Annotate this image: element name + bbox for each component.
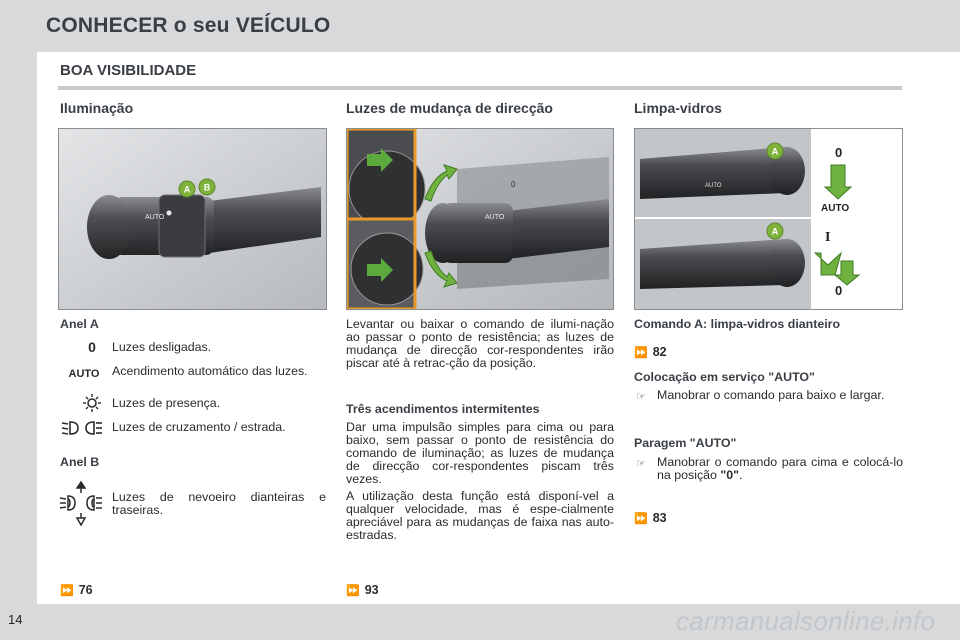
double-chevron-right-icon: ⏩ — [634, 347, 648, 359]
auto-lights-icon: AUTO — [68, 368, 100, 380]
page-number: 14 — [8, 612, 23, 627]
stalk-zero-text: 0 — [511, 180, 516, 189]
ring-a-item-sidelights: Luzes de presença. — [112, 396, 221, 410]
position-one: I — [825, 230, 831, 245]
auto-on-text: Manobrar o comando para baixo e largar. — [657, 388, 885, 402]
ring-a-item-off: Luzes desligadas. — [112, 340, 212, 354]
three-flash-heading: Três acendimentos intermitentes — [346, 402, 540, 416]
position-zero-top: 0 — [835, 145, 843, 160]
chapter-title: CONHECER o seu VEÍCULO — [46, 14, 331, 37]
page-ref-lighting[interactable]: ⏩ 76 — [60, 583, 93, 597]
indicator-stalk-figure — [346, 128, 614, 310]
footer-watermark: carmanualsonline.info — [676, 606, 936, 636]
page-ref-wipers-1[interactable]: ⏩ 82 — [634, 345, 667, 359]
pointing-hand-icon: ☞ — [636, 391, 646, 403]
page-ref-indicators[interactable]: ⏩ 93 — [346, 583, 379, 597]
command-label-a-top: A — [771, 146, 779, 157]
indicators-paragraph-2: Dar uma impulsão simples para cima ou para baixo, sem passar o ponto de resistência do comando de iluminação; as luzes de mudança de direcção cor-respondentes piscam três vezes. — [346, 420, 614, 486]
auto-off-heading: Paragem "AUTO" — [634, 436, 737, 450]
double-chevron-right-icon: ⏩ — [634, 513, 648, 525]
page-ref-wipers-2[interactable]: ⏩ 83 — [634, 511, 667, 525]
lighting-stalk-figure — [58, 128, 327, 310]
indicators-paragraph-1: Levantar ou baixar o comando de ilumi-nação ao passar o ponto de resistência; as luzes de mudança de direcção cor-respondentes irão piscar até à retrac-ção da posição. — [346, 317, 614, 370]
wiper-stalk-figure — [634, 128, 903, 310]
ring-a-heading: Anel A — [60, 317, 99, 331]
ring-b-heading: Anel B — [60, 455, 100, 469]
fog-lamps-icon — [58, 480, 104, 531]
section-divider — [58, 86, 902, 90]
position-auto: AUTO — [821, 203, 850, 214]
ring-label-b: B — [203, 182, 211, 193]
ring-label-a: A — [183, 184, 191, 195]
ring-b-item-fog: Luzes de nevoeiro dianteiras e traseiras. — [112, 490, 326, 517]
wipers-title: Limpa-vidros — [634, 100, 722, 116]
sidelights-icon — [72, 394, 112, 417]
auto-on-heading: Colocação em serviço "AUTO" — [634, 370, 815, 384]
stalk-auto-text: AUTO — [485, 214, 505, 221]
command-label-a-bottom: A — [771, 226, 779, 237]
stalk-auto-text: AUTO — [145, 214, 165, 221]
lights-off-icon: 0 — [88, 339, 96, 355]
double-chevron-right-icon: ⏩ — [60, 585, 74, 597]
position-zero-bottom: 0 — [835, 283, 843, 298]
lighting-title: Iluminação — [60, 100, 134, 116]
dipped-main-beam-icon — [60, 418, 104, 443]
auto-off-text: Manobrar o comando para cima e colocá-lo na posição "0". — [657, 455, 903, 482]
double-chevron-right-icon: ⏩ — [346, 585, 360, 597]
section-title: BOA VISIBILIDADE — [60, 62, 197, 79]
indicators-paragraph-3: A utilização desta função está disponí-vel a qualquer velocidade, mas é espe-cialmente apreciável para as mudanças de faixa nas auto-estradas. — [346, 489, 614, 542]
wiper-command-heading: Comando A: limpa-vidros dianteiro — [634, 317, 841, 331]
pointing-hand-icon: ☞ — [636, 458, 646, 470]
side-bar — [0, 52, 37, 607]
ring-a-item-auto: Acendimento automático das luzes. — [112, 364, 308, 378]
indicators-title: Luzes de mudança de direcção — [346, 100, 553, 116]
stalk-auto-text: AUTO — [705, 183, 722, 189]
ring-a-item-beam: Luzes de cruzamento / estrada. — [112, 420, 286, 434]
